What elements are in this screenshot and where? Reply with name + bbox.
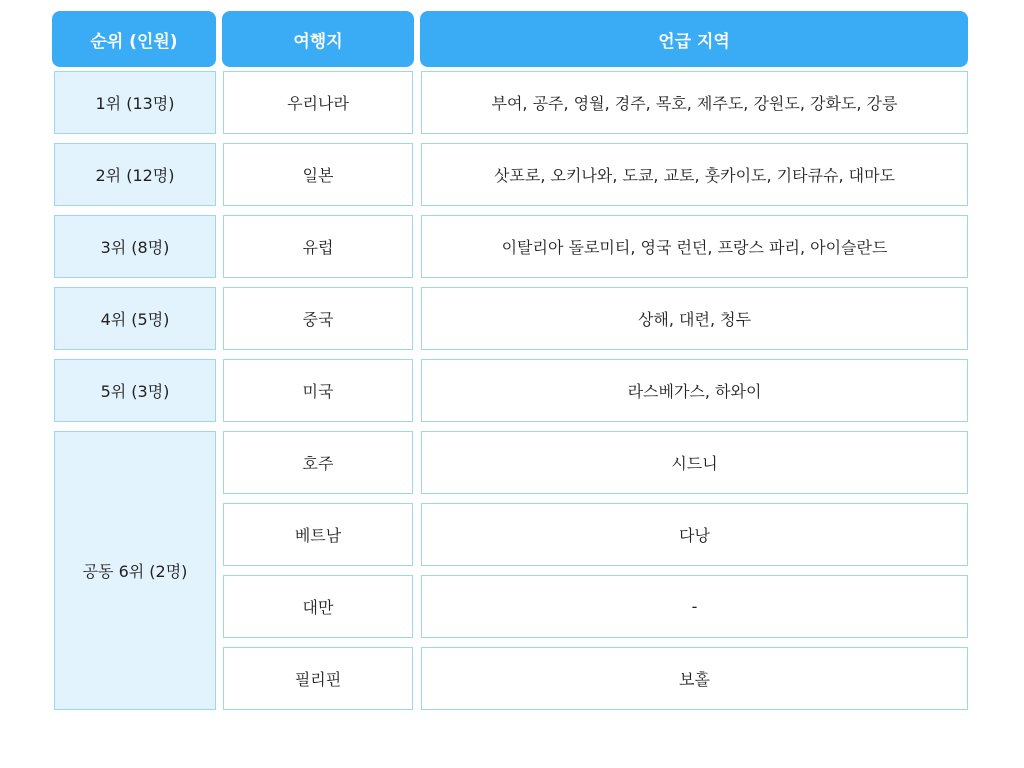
rank-cell: 1위 (13명) (54, 71, 216, 134)
destination-cell: 호주 (223, 431, 413, 494)
tied-rank-cell: 공동 6위 (2명) (54, 431, 216, 710)
destination-cell: 베트남 (223, 503, 413, 566)
header-regions: 언급 지역 (420, 11, 968, 67)
destination-cell: 유럽 (223, 215, 413, 278)
header-destination: 여행지 (222, 11, 414, 67)
regions-cell: 시드니 (421, 431, 968, 494)
regions-cell: 보홀 (421, 647, 968, 710)
destination-cell: 우리나라 (223, 71, 413, 134)
regions-cell: 이탈리아 돌로미티, 영국 런던, 프랑스 파리, 아이슬란드 (421, 215, 968, 278)
destination-cell: 대만 (223, 575, 413, 638)
destination-cell: 필리핀 (223, 647, 413, 710)
destination-cell: 중국 (223, 287, 413, 350)
regions-cell: 삿포로, 오키나와, 도쿄, 교토, 훗카이도, 기타큐슈, 대마도 (421, 143, 968, 206)
rank-cell: 2위 (12명) (54, 143, 216, 206)
rank-cell: 5위 (3명) (54, 359, 216, 422)
destination-cell: 미국 (223, 359, 413, 422)
rank-cell: 4위 (5명) (54, 287, 216, 350)
regions-cell: - (421, 575, 968, 638)
rank-cell: 3위 (8명) (54, 215, 216, 278)
header-rank: 순위 (인원) (52, 11, 216, 67)
regions-cell: 다낭 (421, 503, 968, 566)
regions-cell: 부여, 공주, 영월, 경주, 목호, 제주도, 강원도, 강화도, 강릉 (421, 71, 968, 134)
regions-cell: 라스베가스, 하와이 (421, 359, 968, 422)
regions-cell: 상해, 대련, 청두 (421, 287, 968, 350)
destination-cell: 일본 (223, 143, 413, 206)
